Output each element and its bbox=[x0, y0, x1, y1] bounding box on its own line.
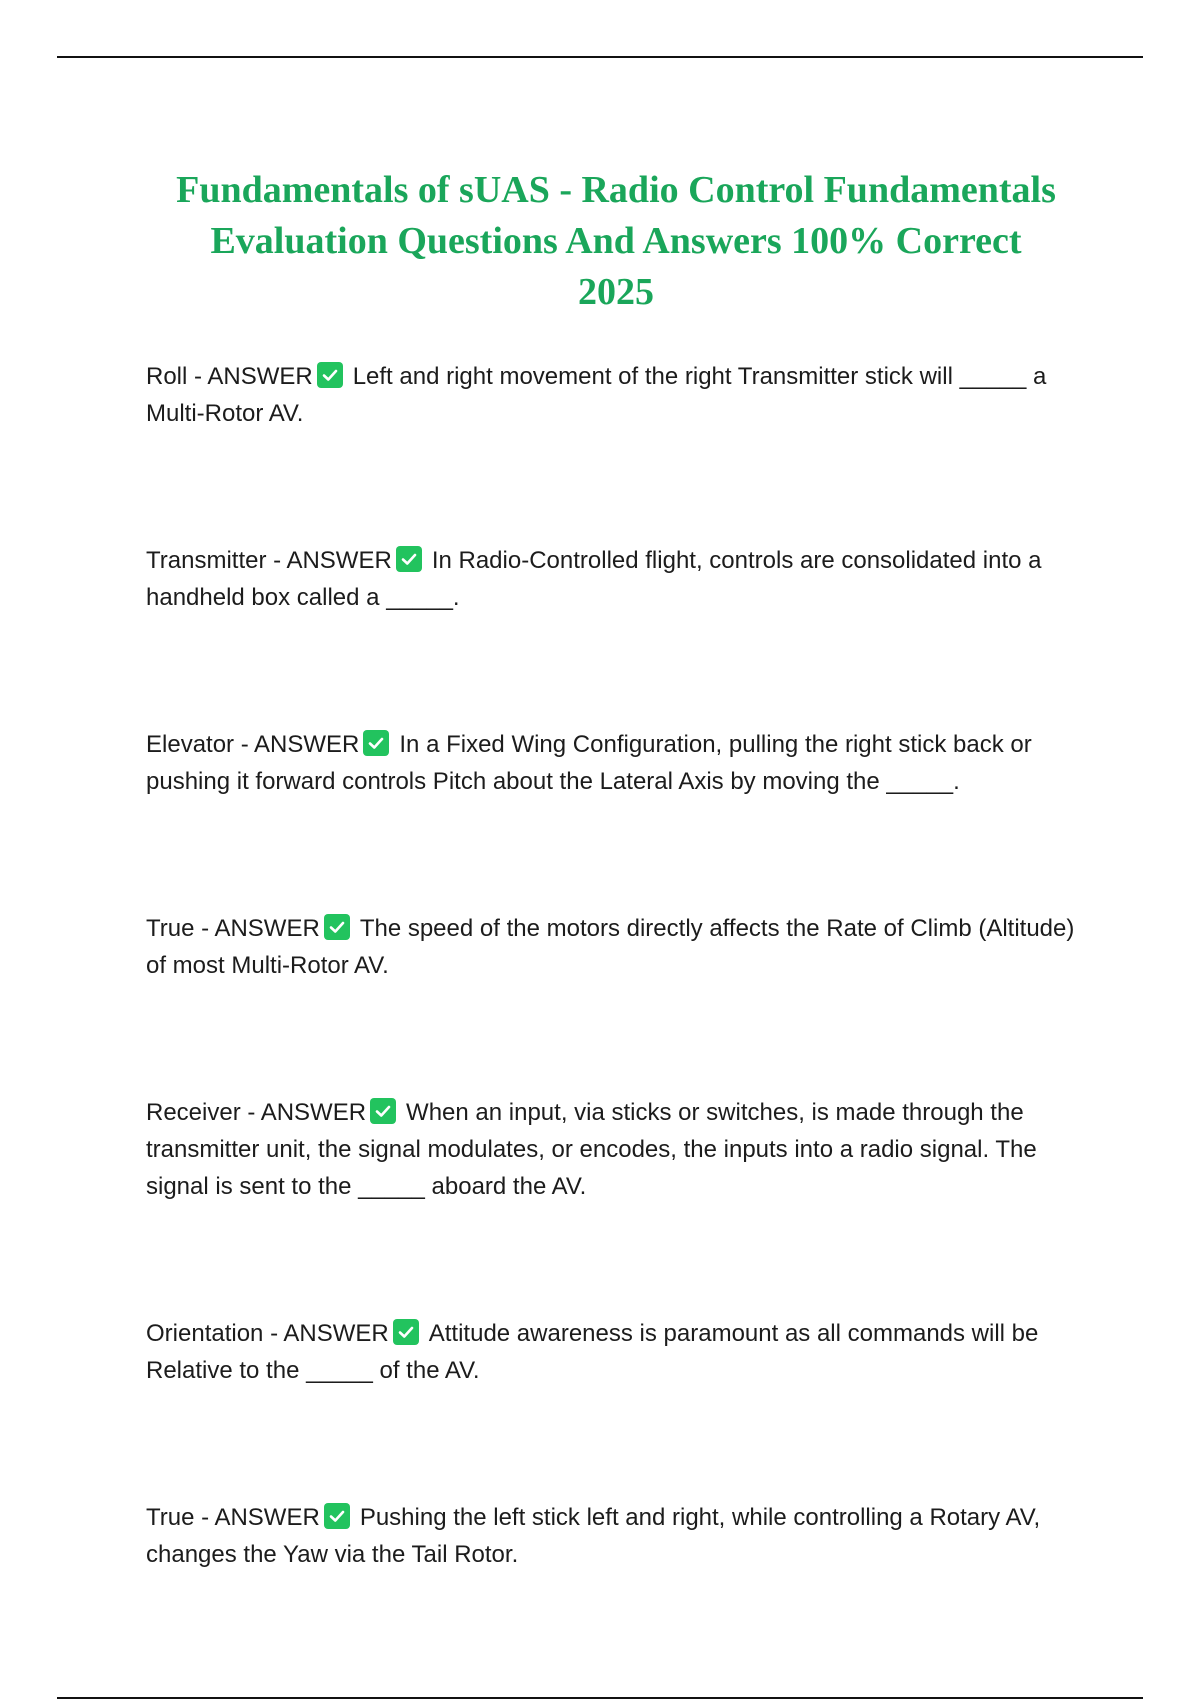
title-line-2: Evaluation Questions And Answers 100% Correct bbox=[210, 220, 1022, 263]
question-text: In Radio-Controlled flight, controls are consolidated into a handheld box called a _____. bbox=[146, 547, 1042, 611]
answer-text: True - ANSWER bbox=[146, 1504, 320, 1531]
question-text: In a Fixed Wing Configuration, pulling the right stick back or pushing it forward controls Pitch about the Lateral Axis by moving the _____. bbox=[146, 731, 1032, 795]
answer-text: Receiver - ANSWER bbox=[146, 1099, 367, 1126]
title-line-1: Fundamentals of sUAS - Radio Control Fundamentals bbox=[176, 169, 1056, 212]
title-line-3: 2025 bbox=[578, 271, 654, 314]
answer-text: Transmitter - ANSWER bbox=[146, 547, 392, 574]
qa-list bbox=[146, 358, 1096, 1573]
answer-text: Orientation - ANSWER bbox=[146, 1320, 389, 1347]
qa-item bbox=[146, 910, 1096, 984]
question-text: When an input, via sticks or switches, is made through the transmitter unit, the signal modulates, or encodes, the inputs into a radio signal. The signal is sent to the _____ aboard the AV. bbox=[146, 1099, 1037, 1200]
check-mark-icon bbox=[317, 362, 343, 388]
question-text: Attitude awareness is paramount as all commands will be Relative to the _____ of the AV. bbox=[146, 1320, 1039, 1384]
check-mark-icon bbox=[370, 1098, 396, 1124]
question-text: The speed of the motors directly affects the Rate of Climb (Altitude) of most Multi-Rotor AV. bbox=[146, 915, 1075, 979]
page-title bbox=[120, 165, 1112, 318]
qa-item bbox=[146, 1094, 1096, 1205]
qa-item bbox=[146, 726, 1096, 800]
question-text: Left and right movement of the right Transmitter stick will _____ a Multi-Rotor AV. bbox=[146, 363, 1047, 427]
check-mark-icon bbox=[396, 546, 422, 572]
qa-item bbox=[146, 358, 1096, 432]
bottom-divider bbox=[57, 1697, 1143, 1699]
top-divider bbox=[57, 56, 1143, 58]
check-mark-icon bbox=[324, 914, 350, 940]
answer-text: Elevator - ANSWER bbox=[146, 731, 360, 758]
answer-text: True - ANSWER bbox=[146, 915, 320, 942]
check-mark-icon bbox=[324, 1503, 350, 1529]
answer-text: Roll - ANSWER bbox=[146, 363, 313, 390]
qa-item bbox=[146, 1315, 1096, 1389]
qa-item bbox=[146, 542, 1096, 616]
question-text: Pushing the left stick left and right, while controlling a Rotary AV, changes the Yaw via the Tail Rotor. bbox=[146, 1504, 1041, 1568]
qa-item bbox=[146, 1499, 1096, 1573]
check-mark-icon bbox=[363, 730, 389, 756]
check-mark-icon bbox=[393, 1319, 419, 1345]
